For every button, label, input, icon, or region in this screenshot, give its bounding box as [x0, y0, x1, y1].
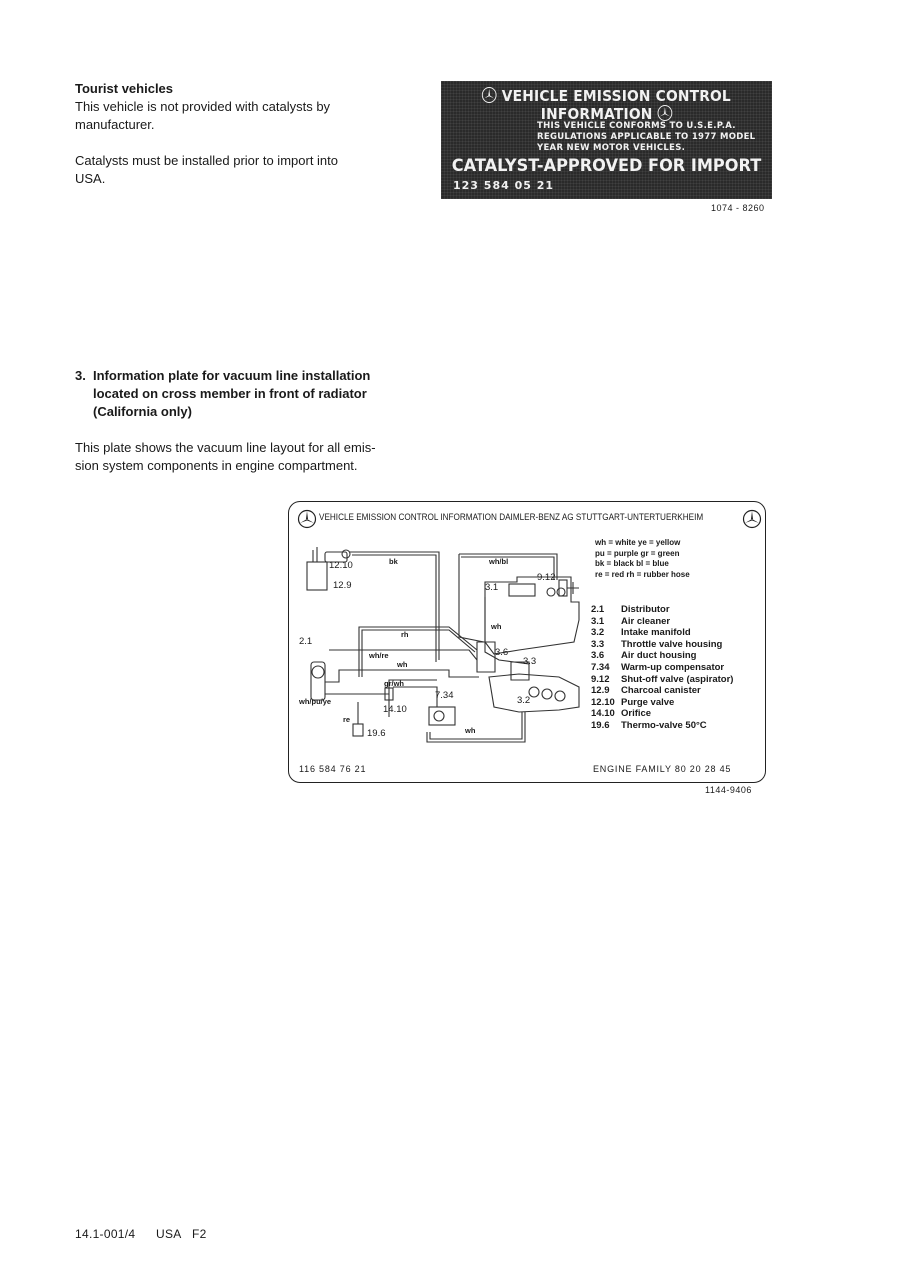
footer-code: 14.1-001/4	[75, 1227, 136, 1241]
figure-ref: 1144-9406	[705, 785, 752, 795]
component-row: 9.12 Shut-off valve (aspirator)	[591, 673, 734, 685]
mercedes-star-icon	[742, 509, 762, 529]
label-3-2: 3.2	[517, 695, 531, 706]
vacuum-plate-title: VEHICLE EMISSION CONTROL INFORMATION DAIMLER-BENZ AG STUTTGART-UNTERTUERKHEIM	[319, 512, 704, 523]
shutoff-valve-arrow	[567, 582, 579, 594]
distributor-cap	[547, 588, 555, 596]
emission-label-line: YEAR NEW MOTOR VEHICLES.	[537, 143, 686, 153]
component-row: 12.10 Purge valve	[591, 696, 675, 708]
label-9-12: 9.12	[537, 572, 556, 583]
vacuum-line-diagram	[289, 502, 589, 752]
component-legend	[591, 604, 733, 732]
whre-line	[329, 650, 477, 660]
thermo-valve-shape	[353, 724, 363, 736]
air-duct-shape	[477, 642, 495, 672]
section-heading-line: located on cross member in front of radiator	[93, 386, 367, 401]
emission-label-title: VEHICLE EMISSION CONTROL INFORMATION	[501, 87, 731, 123]
wh-line	[344, 670, 479, 677]
emission-label-part-number: 123 584 05 21	[453, 179, 555, 192]
label-whre: wh/re	[369, 651, 389, 660]
label-wh: wh	[491, 622, 502, 631]
warmup-compensator-shape	[429, 707, 455, 725]
label-wh: wh	[397, 660, 408, 669]
color-legend	[595, 538, 690, 580]
component-row: 12.9 Charcoal canister	[591, 685, 701, 697]
catalyst-approval-text: CATALYST-APPROVED FOR IMPORT	[451, 156, 762, 176]
label-19-6: 19.6	[367, 728, 386, 739]
label-grwh: gr/wh	[384, 679, 404, 688]
distributor-line	[325, 670, 347, 682]
intake-manifold-shape	[489, 674, 579, 712]
vacuum-line-plate	[288, 501, 766, 783]
label-3-6: 3.6	[495, 647, 509, 658]
bottom-wh-line	[427, 712, 525, 742]
tourist-text-line: This vehicle is not provided with catalysts by	[75, 99, 331, 114]
charcoal-canister-shape	[307, 562, 327, 590]
label-12-9: 12.9	[333, 580, 352, 591]
label-re: re	[343, 715, 351, 724]
engine-family: ENGINE FAMILY 80 20 28 45	[593, 764, 732, 774]
section-text-line: sion system components in engine compartment.	[75, 458, 358, 473]
mercedes-star-icon	[657, 105, 672, 121]
emission-label-line: THIS VEHICLE CONFORMS TO U.S.E.P.A.	[537, 121, 736, 131]
component-row: 3.6 Air duct housing	[591, 650, 697, 662]
emission-label-plate	[441, 81, 772, 199]
whbl-down	[459, 554, 484, 642]
tourist-text-line: USA.	[75, 171, 106, 186]
component-row: 2.1 Distributor	[591, 604, 670, 615]
color-legend-row: pu = purple gr = green	[595, 548, 680, 558]
distributor-cap-2	[557, 588, 565, 596]
color-legend-row: re = red rh = rubber hose	[595, 569, 690, 579]
component-row: 7.34 Warm-up compensator	[591, 661, 725, 673]
label-3-3: 3.3	[523, 656, 537, 667]
footer-page: F2	[192, 1227, 207, 1241]
mercedes-star-icon	[482, 87, 497, 103]
label-bk: bk	[389, 557, 398, 566]
purge-valve-port	[342, 550, 350, 558]
section-heading-line: Information plate for vacuum line installation	[93, 368, 371, 383]
label-3-1: 3.1	[485, 582, 499, 593]
label-rh: rh	[401, 630, 409, 639]
label-whbl: wh/bl	[489, 557, 509, 566]
component-row: 3.1 Air cleaner	[591, 615, 671, 627]
bk-line-inner	[352, 555, 436, 662]
color-legend-row: bk = black bl = blue	[595, 559, 669, 568]
emission-label-line: REGULATIONS APPLICABLE TO 1977 MODEL	[537, 132, 756, 142]
label-whpuye: wh/pu/ye	[299, 697, 332, 706]
label-12-10: 12.10	[329, 560, 353, 571]
tourist-text-line: Catalysts must be installed prior to import into	[75, 153, 338, 168]
label-wh: wh	[465, 726, 476, 735]
section-heading-line: (California only)	[93, 404, 192, 419]
section-text-line: This plate shows the vacuum line layout for all emis-	[75, 440, 376, 455]
component-row: 3.3 Throttle valve housing	[591, 638, 723, 650]
figure-ref: 1074 - 8260	[711, 203, 765, 213]
emission-label-title-row	[454, 87, 759, 123]
label-7-34: 7.34	[435, 690, 454, 701]
section-number: 3.	[75, 368, 86, 383]
component-row: 19.6 Thermo-valve 50°C	[591, 719, 707, 731]
label-2-1: 2.1	[299, 636, 313, 647]
air-cleaner-inner	[509, 584, 535, 596]
color-legend-row: wh = white ye = yellow	[595, 538, 681, 547]
tourist-text-line: manufacturer.	[75, 117, 155, 132]
component-row: 14.10 Orifice	[591, 708, 652, 720]
label-14-10: 14.10	[383, 704, 407, 715]
vacuum-plate-part-number: 116 584 76 21	[299, 764, 367, 774]
component-row: 3.2 Intake manifold	[591, 627, 691, 639]
tourist-heading: Tourist vehicles	[75, 81, 174, 96]
footer-region: USA	[156, 1227, 182, 1241]
engine-outline	[485, 577, 579, 654]
